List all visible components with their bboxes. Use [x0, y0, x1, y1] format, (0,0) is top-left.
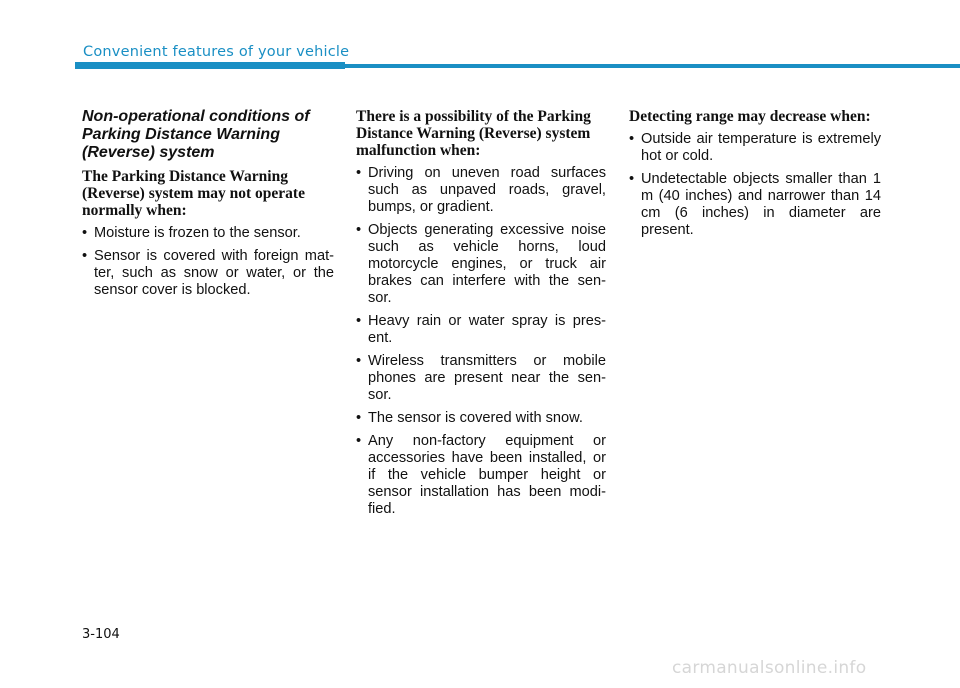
column-1-list: [82, 225, 334, 299]
list-item: • Objects generating excessive noise such as vehicle horns, loud motorcycle engines, or truck air brakes can interfere with the sen- sor.: [356, 222, 606, 307]
column-1: [82, 108, 334, 299]
section-heading-line-1: Non-operational conditions of: [82, 108, 310, 125]
watermark: carmanualsonline.info: [672, 658, 867, 678]
column-2-subheading: There is a possibility of the Parking Distance Warning (Reverse) system malfunction when:: [356, 108, 591, 159]
list-item: • Outside air temperature is extremely hot or cold.: [629, 131, 881, 165]
list-item: • Undetectable objects smaller than 1 m (40 inches) and narrower than 14 cm (6 inches) in diameter are present.: [629, 171, 881, 239]
list-item: • Driving on uneven road surfaces such as unpaved roads, gravel, bumps, or gradient.: [356, 165, 606, 216]
column-3: [629, 108, 881, 239]
section-heading-line-3: (Reverse) system: [82, 144, 215, 161]
list-item: • Any non-factory equipment or accessories have been installed, or if the vehicle bumper height or sensor installation has been modi- fied.: [356, 433, 606, 518]
list-item: • Sensor is covered with foreign mat- ter, such as snow or water, or the sensor cover is blocked.: [82, 248, 334, 299]
list-item: • Wireless transmitters or mobile phones are present near the sen- sor.: [356, 353, 606, 404]
section-heading-line-2: Parking Distance Warning: [82, 126, 280, 143]
section-header-title: Convenient features of your vehicle: [83, 44, 350, 60]
column-3-subheading: Detecting range may decrease when:: [629, 108, 871, 125]
column-2-list: [356, 165, 606, 518]
list-item: • Heavy rain or water spray is pres- ent.: [356, 313, 606, 347]
column-3-list: [629, 131, 881, 239]
header-rule: [75, 64, 960, 68]
page-number: 3-104: [82, 627, 120, 642]
list-item: • Moisture is frozen to the sensor.: [82, 225, 334, 242]
section-heading: [82, 108, 334, 162]
column-1-subheading: The Parking Distance Warning (Reverse) system may not operate normally when:: [82, 168, 305, 219]
column-2: [356, 108, 606, 518]
list-item: • The sensor is covered with snow.: [356, 410, 606, 427]
